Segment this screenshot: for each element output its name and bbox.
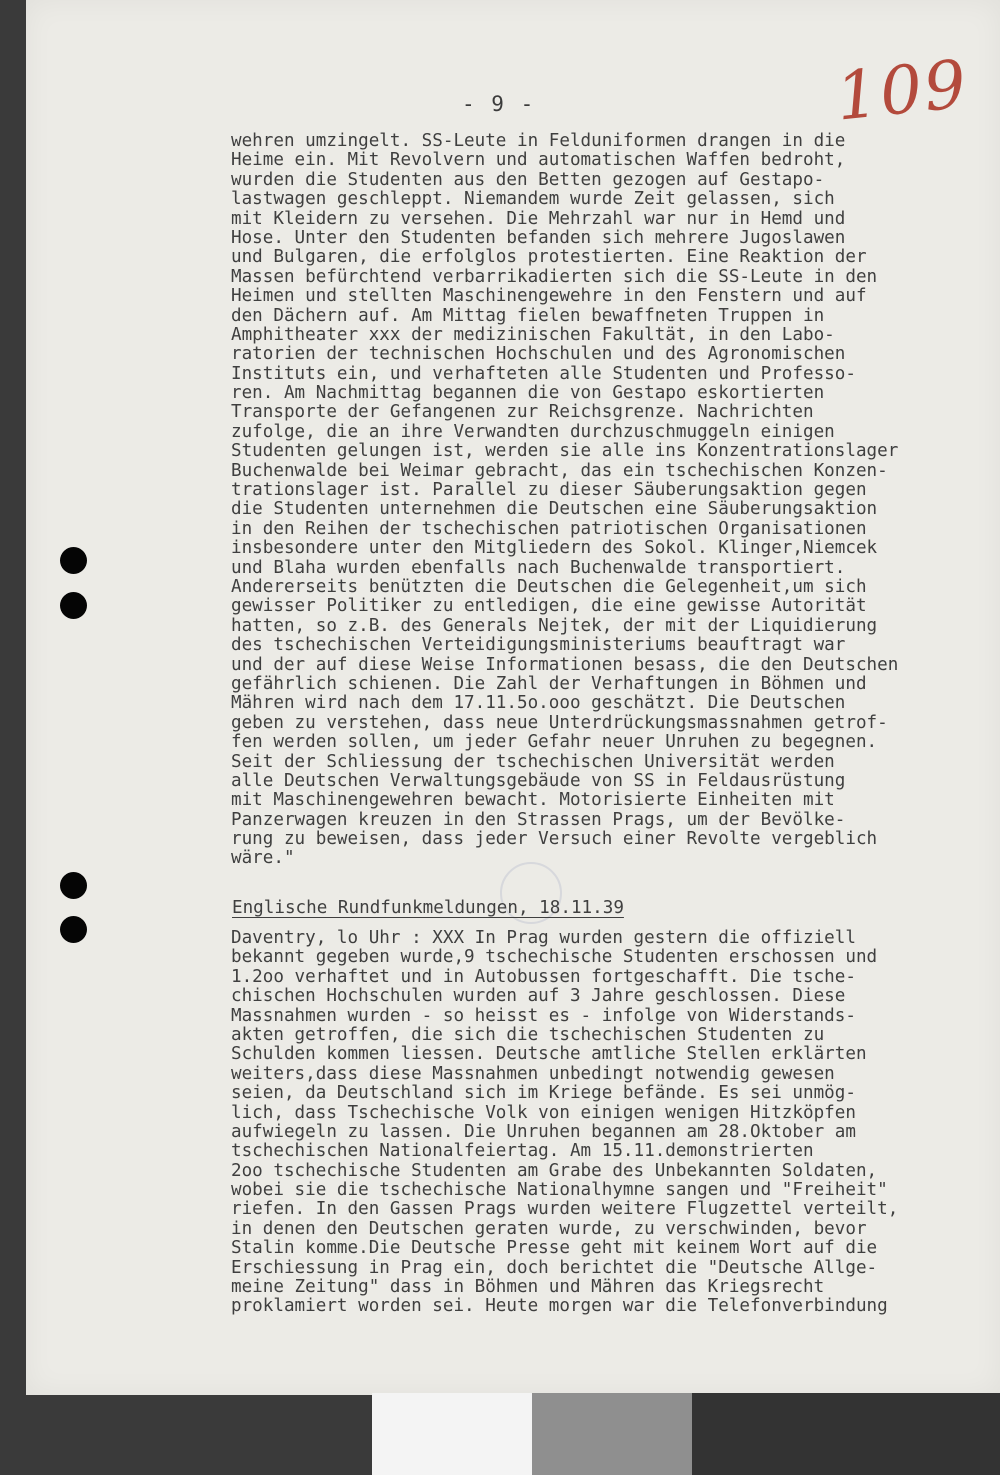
text-line: lich, dass Tschechische Volk von einigen wenigen Hitzköpfen <box>231 1102 856 1123</box>
text-line: gewisser Politiker zu entledigen, die eine gewisse Autorität <box>231 596 867 617</box>
text-line: ren. Am Nachmittag begannen die von Gestapo eskortierten <box>231 383 825 404</box>
calibration-strip-white <box>372 1393 532 1475</box>
text-line: Buchenwalde bei Weimar gebracht, das ein tschechischen Konzen- <box>231 460 888 481</box>
text-line: insbesondere unter den Mitgliedern des Sokol. Klinger,Niemcek <box>231 538 878 559</box>
text-line: lastwagen geschleppt. Niemandem wurde Zeit gelassen, sich <box>231 189 835 210</box>
text-line: Andererseits benützten die Deutschen die Gelegenheit,um sich <box>231 576 867 597</box>
calibration-strip-grey <box>532 1393 692 1475</box>
text-line: in den Reihen der tschechischen patriotischen Organisationen <box>231 518 867 539</box>
text-line: in denen den Deutschen geraten wurde, zu verschwinden, bevor <box>231 1218 867 1239</box>
text-line: proklamiert worden sei. Heute morgen war die Telefonverbindung <box>231 1296 888 1317</box>
text-line: ratorien der technischen Hochschulen und des Agronomischen <box>231 344 846 365</box>
text-line: seien, da Deutschland sich im Kriege befände. Es sei unmög- <box>231 1083 856 1104</box>
text-line: und der auf diese Weise Informationen besass, die den Deutschen <box>231 654 899 675</box>
text-line: wäre." <box>231 848 295 869</box>
text-line: Amphitheater xxx der medizinischen Fakultät, in den Labo- <box>231 324 835 345</box>
section-heading: Englische Rundfunkmeldungen, 18.11.39 <box>232 898 624 918</box>
text-line: chischen Hochschulen wurden auf 3 Jahre geschlossen. Diese <box>231 986 846 1007</box>
text-line: hatten, so z.B. des Generals Nejtek, der mit der Liquidierung <box>231 615 878 636</box>
handwritten-archive-number: 109 <box>832 45 972 136</box>
text-line: Stalin komme.Die Deutsche Presse geht mit keinem Wort auf die <box>231 1238 878 1259</box>
text-line: akten getroffen, die sich die tschechischen Studenten zu <box>231 1024 825 1045</box>
text-line: Instituts ein, und verhafteten alle Studenten und Professo- <box>231 363 856 384</box>
text-line: Heime ein. Mit Revolvern und automatischen Waffen bedroht, <box>231 150 846 171</box>
text-line: Heimen und stellten Maschinengewehre in den Fenstern und auf <box>231 286 867 307</box>
text-line: Hose. Unter den Studenten befanden sich mehrere Jugoslawen <box>231 227 846 248</box>
text-line: alle Deutschen Verwaltungsgebäude von SS in Feldausrüstung <box>231 770 846 791</box>
text-line: Massnahmen wurden - so heisst es - infolge von Widerstands- <box>231 1005 856 1026</box>
text-line: rung zu beweisen, dass jeder Versuch einer Revolte vergeblich <box>231 829 878 850</box>
text-line: Massen befürchtend verbarrikadierten sich die SS-Leute in den <box>231 266 878 287</box>
text-line: und Bulgaren, die erfolglos protestierten. Eine Reaktion der <box>231 247 867 268</box>
text-line: meine Zeitung" dass in Böhmen und Mähren das Kriegsrecht <box>231 1277 825 1298</box>
text-line: wurden die Studenten aus den Betten gezogen auf Gestapo- <box>231 169 825 190</box>
text-line: 2oo tschechische Studenten am Grabe des Unbekannten Soldaten, <box>231 1160 878 1181</box>
text-line: mit Kleidern zu versehen. Die Mehrzahl war nur in Hemd und <box>231 208 846 229</box>
punch-hole <box>60 872 87 899</box>
text-line: Transporte der Gefangenen zur Reichsgrenze. Nachrichten <box>231 402 814 423</box>
punch-hole <box>60 592 87 619</box>
calibration-strip-dark <box>692 1393 1000 1475</box>
punch-hole <box>60 547 87 574</box>
text-line: zufolge, die an ihre Verwandten durchzuschmuggeln einigen <box>231 421 835 442</box>
text-line: aufwiegeln zu lassen. Die Unruhen begannen am 28.Oktober am <box>231 1121 856 1142</box>
text-line: Erschiessung in Prag ein, doch berichtet die "Deutsche Allge- <box>231 1257 878 1278</box>
text-line: und Blaha wurden ebenfalls nach Buchenwalde transportiert. <box>231 557 846 578</box>
body-paragraph-1 <box>231 132 898 869</box>
text-line: Studenten gelungen ist, werden sie alle ins Konzentrationslager <box>231 441 899 462</box>
text-line: die Studenten unternehmen die Deutschen eine Säuberungsaktion <box>231 499 878 520</box>
text-line: trationslager ist. Parallel zu dieser Säuberungsaktion gegen <box>231 480 867 501</box>
text-line: wobei sie die tschechische Nationalhymne sangen und "Freiheit" <box>231 1180 888 1201</box>
text-line: Seit der Schliessung der tschechischen Universität werden <box>231 751 835 772</box>
text-line: tschechischen Nationalfeiertag. Am 15.11.demonstrierten <box>231 1141 814 1162</box>
text-line: bekannt gegeben wurde,9 tschechische Studenten erschossen und <box>231 947 878 968</box>
text-line: geben zu verstehen, dass neue Unterdrückungsmassnahmen getrof- <box>231 712 888 733</box>
text-line: Daventry, lo Uhr : XXX In Prag wurden gestern die offiziell <box>231 928 856 948</box>
text-line: mit Maschinengewehren bewacht. Motorisierte Einheiten mit <box>231 790 835 811</box>
punch-hole <box>60 916 87 943</box>
text-line: wehren umzingelt. SS-Leute in Felduniformen drangen in die <box>231 131 846 151</box>
body-paragraph-2 <box>231 929 898 1317</box>
text-line: Mähren wird nach dem 17.11.5o.ooo geschätzt. Die Deutschen <box>231 693 846 714</box>
page-number: - 9 - <box>462 92 536 116</box>
text-line: Schulden kommen liessen. Deutsche amtliche Stellen erklärten <box>231 1044 867 1065</box>
text-line: Panzerwagen kreuzen in den Strassen Prags, um der Bevölke- <box>231 809 846 830</box>
text-line: riefen. In den Gassen Prags wurden weitere Flugzettel verteilt, <box>231 1199 899 1220</box>
text-line: fen werden sollen, um jeder Gefahr neuer Unruhen zu begegnen. <box>231 732 878 753</box>
text-line: weiters,dass diese Massnahmen unbedingt notwendig gewesen <box>231 1063 835 1084</box>
text-line: den Dächern auf. Am Mittag fielen bewaffneten Truppen in <box>231 305 825 326</box>
text-line: gefährlich schienen. Die Zahl der Verhaftungen in Böhmen und <box>231 673 867 694</box>
text-line: 1.2oo verhaftet und in Autobussen fortgeschafft. Die tsche- <box>231 966 856 987</box>
text-line: des tschechischen Verteidigungsministeriums beauftragt war <box>231 635 846 656</box>
